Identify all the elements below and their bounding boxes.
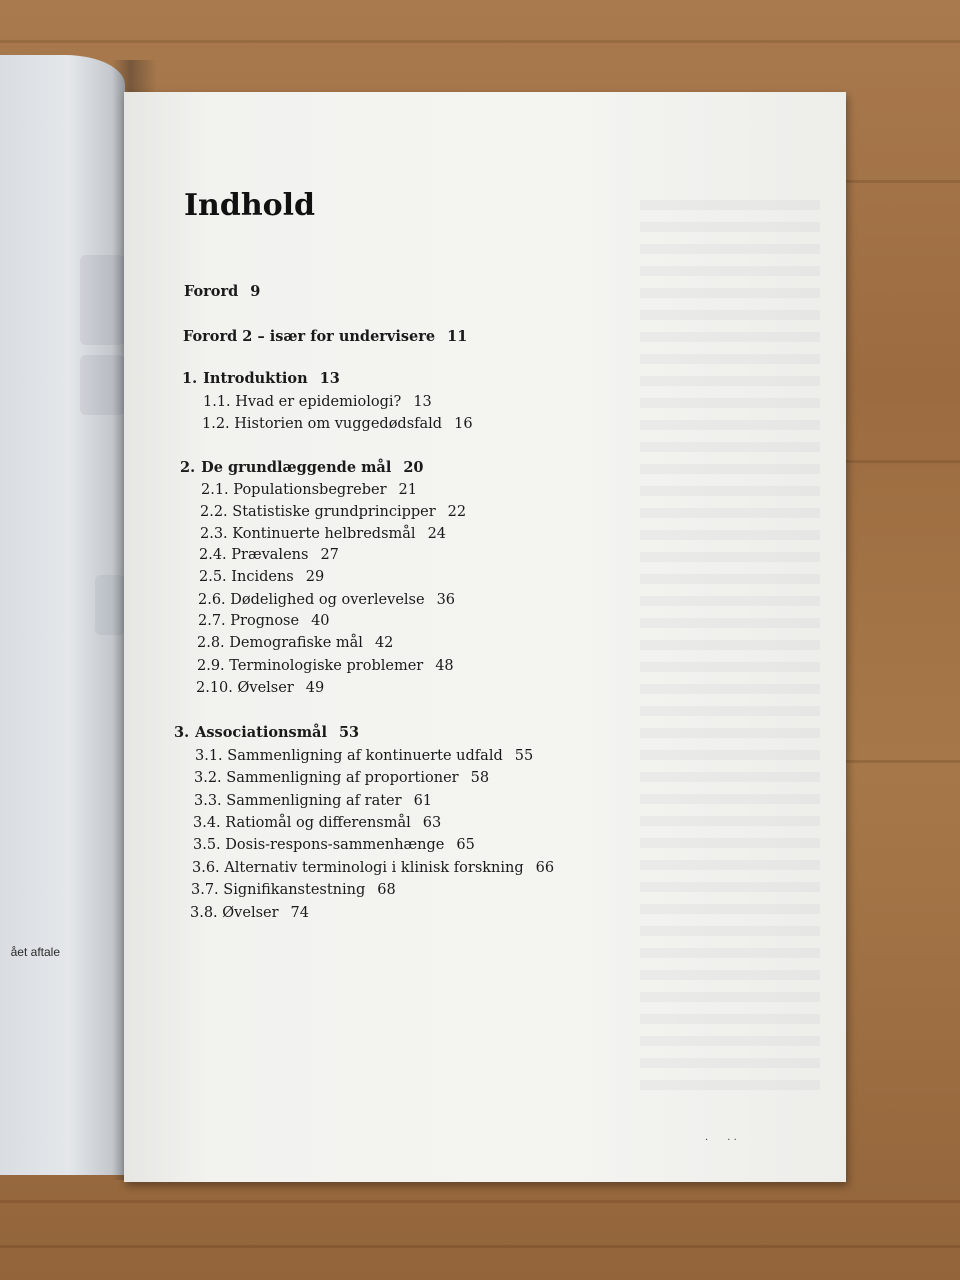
toc-entry-page: 24	[427, 526, 447, 542]
toc-chapter-number: 2.	[180, 459, 196, 476]
page-show-through	[640, 200, 820, 1100]
toc-section-label: 2.4. Prævalens	[199, 547, 309, 563]
toc-section-label: 1.2. Historien om vuggedødsfald	[202, 416, 443, 432]
toc-section-label: 3.7. Signifikanstestning	[191, 882, 366, 898]
toc-entry-page: 61	[413, 793, 433, 809]
toc-section	[192, 861, 554, 876]
toc-entry-label: Forord	[184, 283, 239, 300]
toc-chapter-2	[180, 461, 424, 476]
wood-grain	[0, 1200, 960, 1203]
toc-chapter-number: 1.	[182, 370, 198, 387]
toc-section-label: 2.1. Populationsbegreber	[201, 482, 387, 498]
toc-chapter-3	[174, 726, 359, 741]
toc-entry-page: 11	[447, 328, 468, 345]
toc-section-label: 2.5. Incidens	[199, 569, 294, 585]
toc-section-label: 3.6. Alternativ terminologi i klinisk forskning	[192, 860, 524, 876]
toc-section	[196, 681, 324, 696]
toc-section	[197, 636, 393, 651]
toc-section-label: 3.5. Dosis-respons-sammenhænge	[193, 837, 445, 853]
toc-section-label: 2.10. Øvelser	[196, 680, 294, 696]
toc-entry-page: 27	[320, 547, 339, 563]
toc-entry-page: 36	[436, 592, 456, 608]
toc-entry-page: 40	[311, 613, 330, 629]
toc-section	[193, 816, 441, 831]
toc-section-label: 2.6. Dødelighed og overlevelse	[198, 592, 425, 608]
toc-section	[198, 593, 455, 608]
toc-entry-page: 20	[403, 459, 424, 476]
toc-entry-page: 65	[456, 837, 475, 853]
toc-chapter-number: 3.	[174, 724, 190, 741]
toc-section-label: 3.1. Sammenligning af kontinuerte udfald	[195, 748, 503, 764]
toc-entry-page: 66	[535, 860, 555, 876]
toc-section	[201, 483, 417, 498]
toc-section	[194, 771, 489, 786]
toc-entry-page: 21	[398, 482, 417, 498]
toc-section	[197, 659, 454, 674]
toc-section	[190, 906, 309, 921]
toc-entry-page: 42	[374, 635, 394, 651]
toc-section-label: 2.8. Demografiske mål	[197, 635, 363, 651]
toc-section	[194, 794, 432, 809]
toc-section	[200, 527, 446, 542]
toc-section-label: 2.9. Terminologiske problemer	[197, 658, 424, 674]
toc-entry-page: 63	[422, 815, 442, 831]
toc-entry-page: 49	[305, 680, 325, 696]
toc-chapter-label: De grundlæggende mål	[201, 459, 392, 476]
toc-section	[193, 838, 475, 853]
toc-entry-page: 53	[338, 724, 360, 741]
left-book-page	[0, 55, 125, 1175]
toc-chapter-label: Introduktion	[203, 370, 308, 387]
toc-section	[202, 417, 473, 432]
wood-grain	[0, 40, 960, 43]
page-title: Indhold	[184, 188, 316, 223]
toc-entry-page: 48	[435, 658, 454, 674]
toc-entry-page: 22	[447, 504, 467, 520]
toc-entry-page: 55	[514, 748, 534, 764]
toc-entry-page: 29	[305, 569, 325, 585]
page-specks: · · ·	[705, 1135, 737, 1146]
left-page-text: ået aftale	[10, 945, 60, 959]
toc-entry-forord-2	[183, 330, 467, 345]
toc-entry-page: 58	[470, 770, 490, 786]
toc-section	[191, 883, 396, 898]
toc-section	[200, 505, 466, 520]
toc-section-label: 3.3. Sammenligning af rater	[194, 793, 402, 809]
toc-entry-page: 74	[290, 905, 309, 921]
toc-section-label: 3.2. Sammenligning af proportioner	[194, 770, 459, 786]
toc-chapter-1	[182, 372, 340, 387]
toc-section-label: 1.1. Hvad er epidemiologi?	[203, 394, 402, 410]
toc-entry-page: 13	[413, 394, 432, 410]
toc-entry-label: Forord 2 – især for undervisere	[183, 328, 436, 345]
toc-section-label: 3.8. Øvelser	[190, 905, 279, 921]
toc-entry-page: 68	[377, 882, 396, 898]
toc-section-label: 2.2. Statistiske grundprincipper	[200, 504, 436, 520]
toc-section	[199, 570, 324, 585]
toc-entry-page: 9	[250, 283, 261, 300]
toc-section-label: 2.7. Prognose	[198, 613, 300, 629]
wood-grain	[0, 1245, 960, 1248]
toc-section	[195, 749, 533, 764]
toc-section	[199, 548, 339, 563]
toc-entry-forord	[184, 285, 260, 300]
toc-section	[203, 395, 432, 410]
toc-chapter-label: Associationsmål	[195, 724, 327, 741]
toc-entry-page: 16	[454, 416, 473, 432]
toc-section-label: 3.4. Ratiomål og differensmål	[193, 815, 411, 831]
toc-section	[198, 614, 330, 629]
toc-section-label: 2.3. Kontinuerte helbredsmål	[200, 526, 416, 542]
toc-entry-page: 13	[319, 370, 340, 387]
